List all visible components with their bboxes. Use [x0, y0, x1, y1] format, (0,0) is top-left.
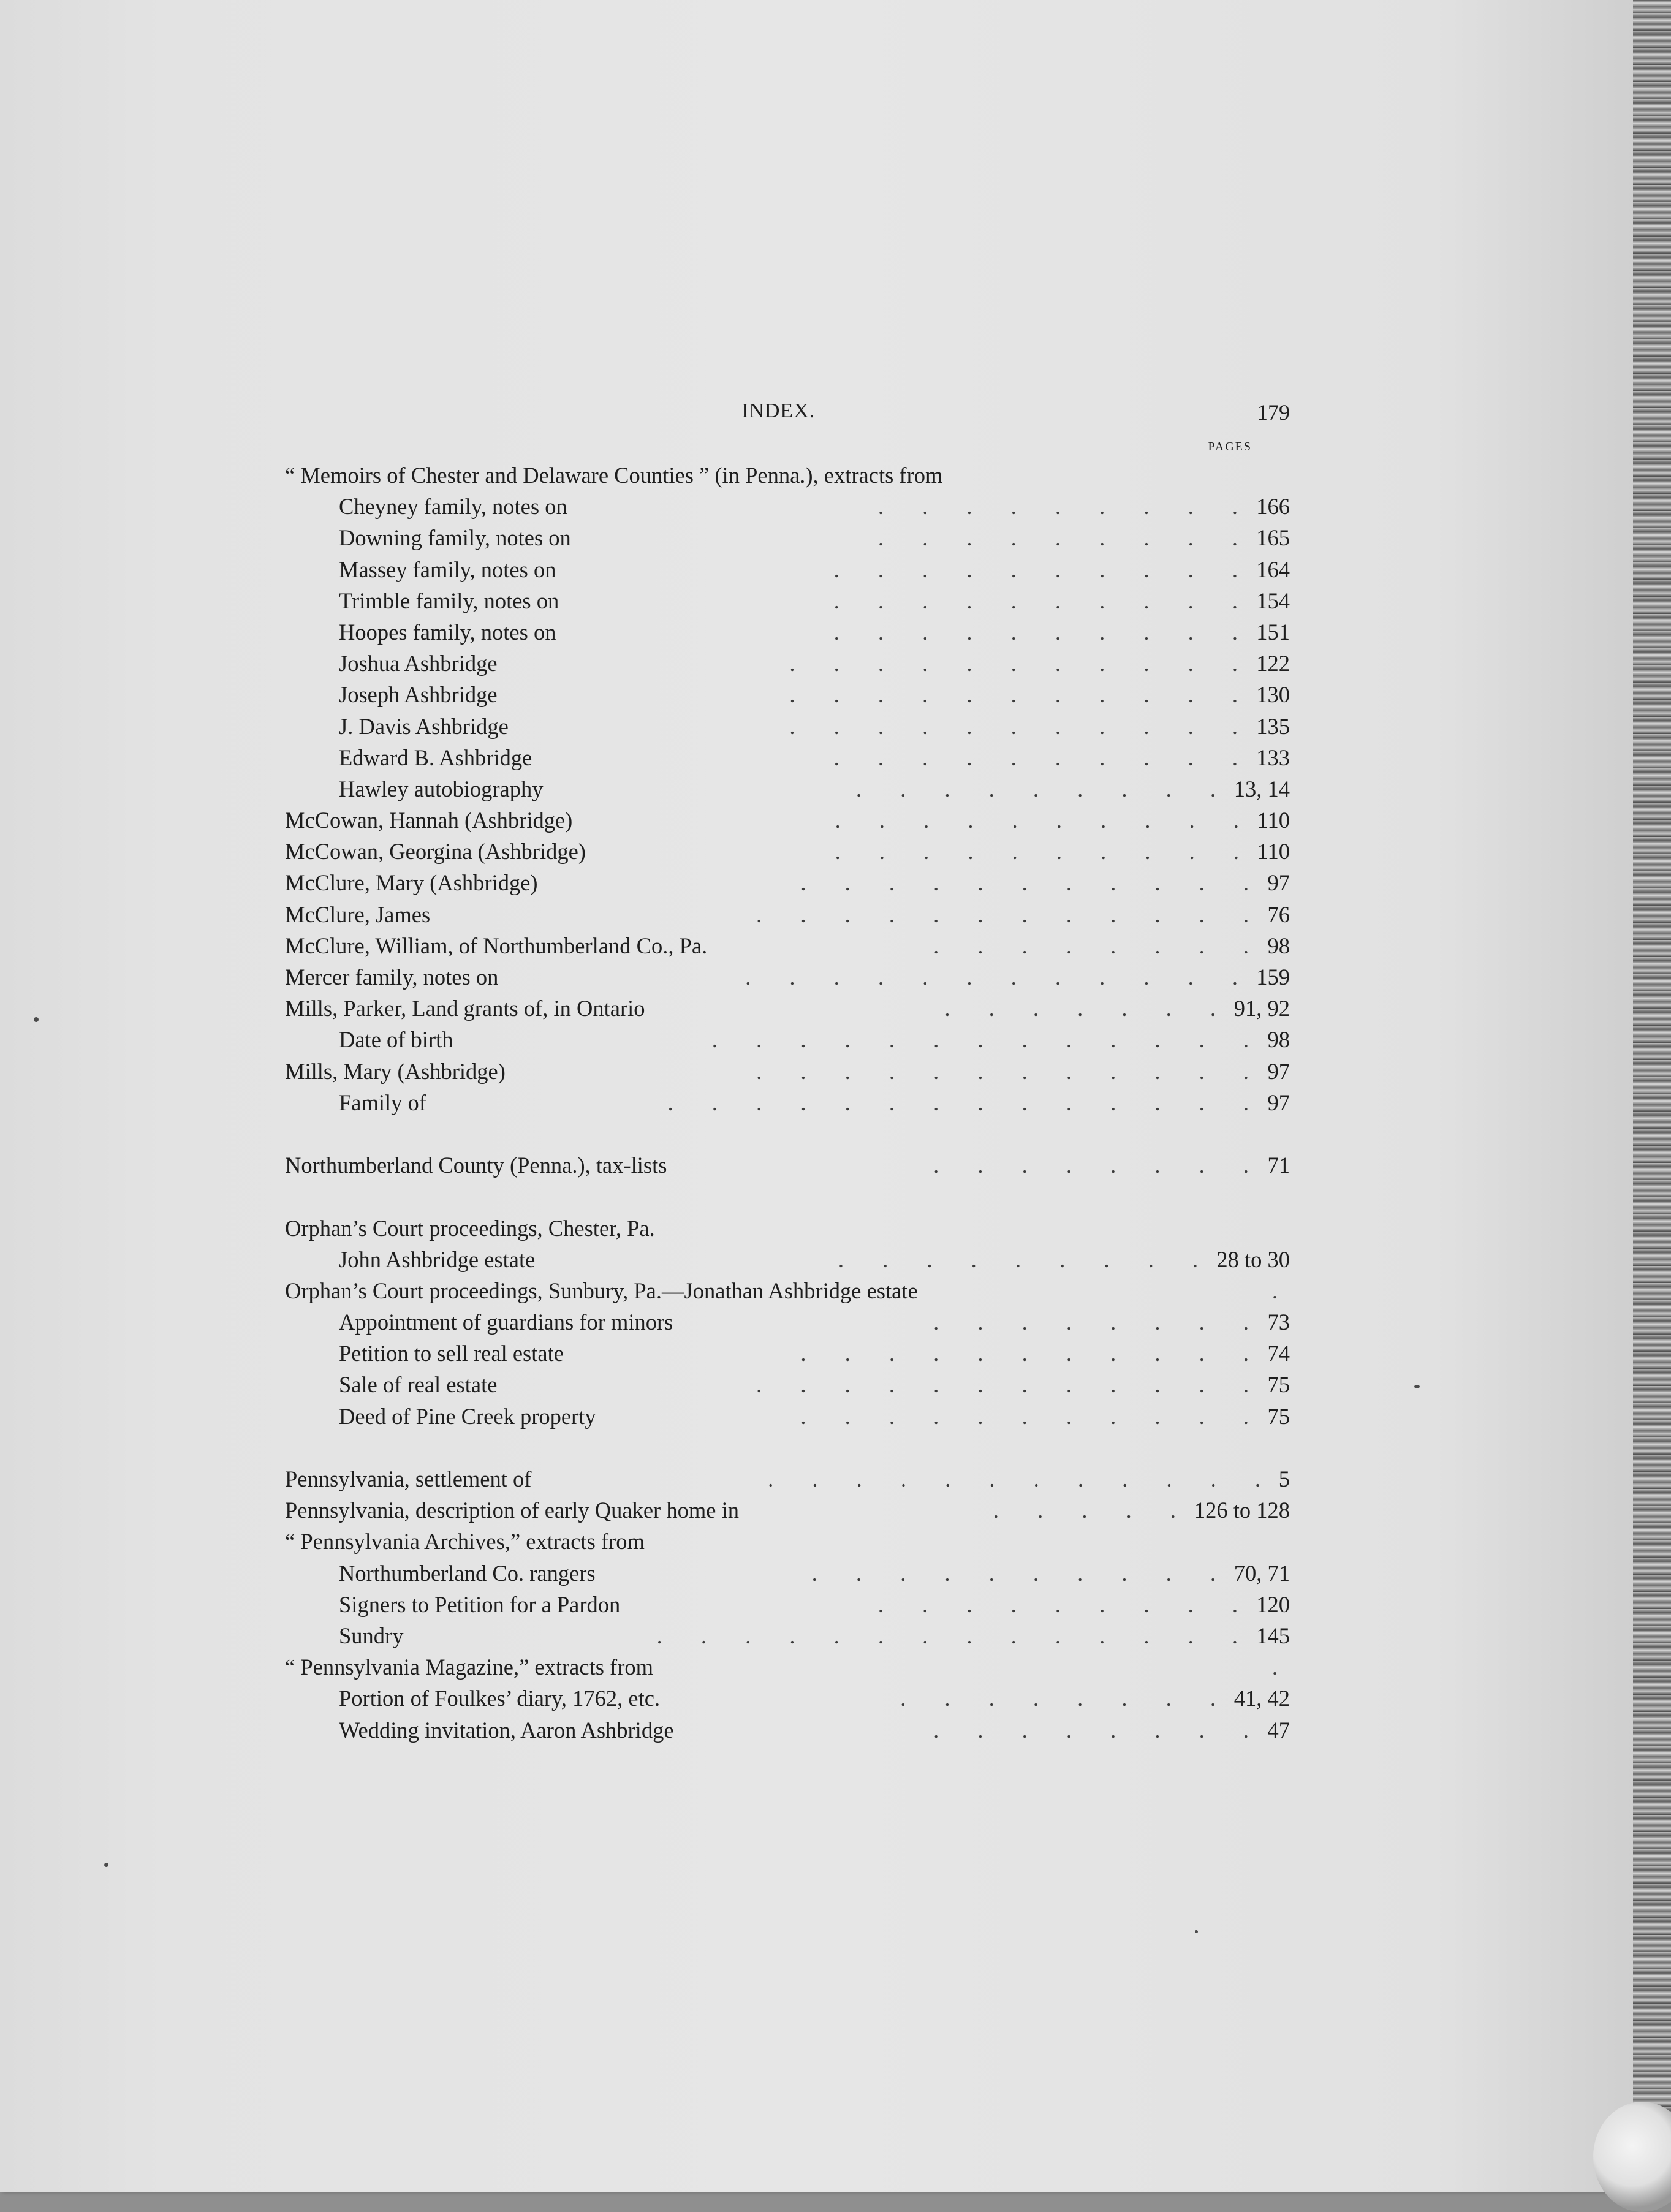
entry-pages: 5	[1278, 1466, 1290, 1491]
entry-text: Mills, Parker, Land grants of, in Ontario	[285, 996, 645, 1021]
ink-speck	[104, 1863, 108, 1867]
dot-leader: . . . . . . . . . . .	[789, 651, 1238, 676]
entry-pages: 154	[1256, 588, 1290, 613]
entry-text: Appointment of guardians for minors	[339, 1309, 673, 1335]
entry-pages: 91, 92	[1233, 996, 1290, 1021]
entry-pages: 126 to 128	[1194, 1498, 1290, 1523]
index-entry	[285, 1526, 1290, 1557]
entry-pages: 76	[1267, 901, 1290, 927]
entry-text: McClure, William, of Northumberland Co., Pa.	[285, 933, 708, 958]
entry-text: “ Pennsylvania Archives,” extracts from	[285, 1529, 645, 1555]
index-subentry	[285, 1558, 1290, 1589]
entry-text: Massey family, notes on	[339, 556, 556, 582]
pages-column-label: PAGES	[1208, 440, 1252, 453]
index-subentry	[285, 1589, 1290, 1620]
dot-leader: . . . . . . . . . . .	[800, 1403, 1249, 1429]
page-number: 179	[1257, 400, 1290, 425]
dot-leader: . . . . . . . . . . . .	[756, 1058, 1249, 1084]
entry-text: Cheyney family, notes on	[339, 494, 567, 520]
entry-pages: 75	[1267, 1372, 1290, 1398]
entry-pages: 74	[1267, 1341, 1290, 1366]
entry-text: McClure, Mary (Ashbridge)	[285, 870, 538, 896]
dot-leader: . . . . . . . . . . . .	[756, 901, 1249, 927]
dot-leader: . . . . . . . . . .	[833, 588, 1238, 613]
dot-leader: . . . . . . . . . .	[833, 619, 1238, 645]
index-entry	[285, 899, 1290, 930]
index-subentry	[285, 1338, 1290, 1369]
index-entry	[285, 1494, 1290, 1526]
entry-text: “ Pennsylvania Magazine,” extracts from	[285, 1654, 654, 1680]
entry-text: Hoopes family, notes on	[339, 619, 556, 645]
entry-pages: 133	[1256, 744, 1290, 770]
dot-leader: . . . . . . . . . . . . . .	[656, 1623, 1238, 1648]
entry-pages: 97	[1267, 870, 1290, 896]
dot-leader: . . . . . . . . . . .	[800, 870, 1249, 896]
dot-leader: . . . . . . . . .	[855, 776, 1216, 801]
dot-leader: . . . . .	[993, 1498, 1176, 1523]
dot-leader: . . . . . . . .	[933, 1717, 1249, 1743]
entry-text: Signers to Petition for a Pardon	[339, 1591, 621, 1617]
dot-leader: . . . . . . . . . .	[811, 1560, 1216, 1586]
index-subentry	[285, 679, 1290, 710]
dot-leader: . . . . . . . . . . .	[800, 1341, 1249, 1366]
entry-text: Portion of Foulkes’ diary, 1762, etc.	[339, 1686, 661, 1711]
index-subentry	[285, 1306, 1290, 1338]
index-entry	[285, 836, 1290, 867]
index-subentry	[285, 742, 1290, 773]
index-title: INDEX.	[741, 400, 816, 422]
dot-leader: . . . . . . .	[944, 996, 1216, 1021]
entry-pages: 47	[1267, 1717, 1290, 1743]
index-entry	[285, 1150, 1290, 1181]
dot-leader: .	[1271, 1278, 1278, 1303]
index-subentry	[285, 616, 1290, 648]
entry-text: Wedding invitation, Aaron Ashbridge	[339, 1717, 674, 1743]
dot-leader: . . . . . . . . . .	[833, 556, 1238, 582]
index-subentry	[285, 1244, 1290, 1275]
index-subentry	[285, 773, 1290, 805]
entry-pages: 97	[1267, 1089, 1290, 1115]
dot-leader: . . . . . . . . . .	[835, 808, 1239, 833]
entry-pages: 41, 42	[1233, 1686, 1290, 1711]
entry-pages: 70, 71	[1233, 1560, 1290, 1586]
entry-text: Deed of Pine Creek property	[339, 1403, 596, 1429]
dot-leader: . . . . . . . . . . . . . .	[667, 1089, 1249, 1115]
dot-leader: . . . . . . . . . . . . .	[711, 1027, 1249, 1053]
index-entry	[285, 1275, 1290, 1306]
running-head	[285, 400, 1290, 430]
entry-pages: 75	[1267, 1403, 1290, 1429]
entry-pages: 110	[1257, 839, 1290, 865]
entry-text: Orphan’s Court proceedings, Chester, Pa.	[285, 1215, 655, 1241]
ink-speck	[1414, 1385, 1420, 1388]
entry-pages: 110	[1257, 808, 1290, 833]
entry-pages: 159	[1256, 964, 1290, 990]
entry-pages: 164	[1256, 556, 1290, 582]
index-subentry	[285, 1683, 1290, 1714]
entry-pages: 13, 14	[1233, 776, 1290, 801]
dot-leader: . . . . . . . .	[933, 933, 1249, 958]
index-subentry	[285, 554, 1290, 585]
index-entry	[285, 1463, 1290, 1494]
entry-text: Northumberland Co. rangers	[339, 1560, 596, 1586]
index-subentry	[285, 1369, 1290, 1400]
blank-line	[285, 1118, 1290, 1150]
dot-leader: . . . . . . . .	[933, 1153, 1249, 1178]
index-subentry	[285, 585, 1290, 616]
entry-pages: 151	[1256, 619, 1290, 645]
index-entry	[285, 1651, 1290, 1683]
entry-text: Joshua Ashbridge	[339, 651, 498, 676]
entry-text: Trimble family, notes on	[339, 588, 559, 613]
page-stack-edge	[1633, 0, 1671, 2192]
index-subentry	[285, 711, 1290, 742]
entry-text: Date of birth	[339, 1027, 453, 1053]
entry-text: Mercer family, notes on	[285, 964, 499, 990]
dot-leader: . . . . . . . . .	[877, 494, 1238, 520]
entry-text: Orphan’s Court proceedings, Sunbury, Pa.—Jonathan Ashbridge estate	[285, 1278, 918, 1303]
index-entry	[285, 867, 1290, 898]
entry-text: McCowan, Georgina (Ashbridge)	[285, 839, 586, 865]
dot-leader: . . . . . . . . .	[877, 1591, 1238, 1617]
index-subentry	[285, 522, 1290, 553]
entry-pages: 166	[1256, 494, 1290, 520]
index-entry	[285, 993, 1290, 1024]
dot-leader: . . . . . . . . . . . .	[745, 964, 1238, 990]
dot-leader: . . . . . . . . . .	[835, 839, 1239, 865]
entry-text: Edward B. Ashbridge	[339, 744, 532, 770]
entry-pages: 73	[1267, 1309, 1290, 1335]
entry-text: Mills, Mary (Ashbridge)	[285, 1058, 506, 1084]
index-entry	[285, 930, 1290, 961]
entry-text: Family of	[339, 1089, 426, 1115]
entry-text: “ Memoirs of Chester and Delaware Counties ” (in Penna.), extracts from	[285, 463, 943, 488]
index-entry	[285, 460, 1290, 491]
entry-pages: 98	[1267, 1027, 1290, 1053]
ink-speck	[34, 1017, 39, 1022]
dot-leader: .	[1271, 1654, 1278, 1680]
dot-leader: . . . . . . . . . . . .	[756, 1372, 1249, 1398]
entry-pages: 120	[1256, 1591, 1290, 1617]
entry-pages: 165	[1256, 525, 1290, 551]
entry-pages: 71	[1267, 1153, 1290, 1178]
entry-text: J. Davis Ashbridge	[339, 713, 509, 739]
entry-text: McClure, James	[285, 901, 431, 927]
index-subentry	[285, 1024, 1290, 1055]
entry-pages: 122	[1256, 651, 1290, 676]
entry-text: Petition to sell real estate	[339, 1341, 564, 1366]
entry-text: John Ashbridge estate	[339, 1246, 536, 1272]
index-subentry	[285, 1087, 1290, 1118]
entry-text: Sundry	[339, 1623, 404, 1648]
index-entry	[285, 1056, 1290, 1087]
entry-text: Sale of real estate	[339, 1372, 498, 1398]
index-subentry	[285, 491, 1290, 522]
entry-pages: 97	[1267, 1058, 1290, 1084]
index-entry	[285, 1213, 1290, 1244]
dot-leader: . . . . . . . . . .	[833, 744, 1238, 770]
entry-text: Joseph Ashbridge	[339, 682, 498, 708]
index-subentry	[285, 1714, 1290, 1746]
entry-pages: 98	[1267, 933, 1290, 958]
blank-line	[285, 1181, 1290, 1212]
entry-pages: 145	[1256, 1623, 1290, 1648]
entry-pages: 135	[1256, 713, 1290, 739]
entry-text: Pennsylvania, description of early Quaker home in	[285, 1498, 739, 1523]
dot-leader: . . . . . . . . . . .	[789, 713, 1238, 739]
entry-text: Northumberland County (Penna.), tax-lists	[285, 1153, 667, 1178]
dot-leader: . . . . . . . . . . . .	[768, 1466, 1260, 1491]
dot-leader: . . . . . . . . .	[877, 525, 1238, 551]
index-entry	[285, 961, 1290, 993]
dot-leader: . . . . . . . . .	[838, 1246, 1198, 1272]
index-page	[285, 0, 1290, 2192]
entry-text: Downing family, notes on	[339, 525, 571, 551]
blank-line	[285, 1432, 1290, 1463]
dot-leader: . . . . . . . .	[933, 1309, 1249, 1335]
entry-pages: 130	[1256, 682, 1290, 708]
entry-text: Pennsylvania, settlement of	[285, 1466, 532, 1491]
index-subentry	[285, 1401, 1290, 1432]
index-entry	[285, 805, 1290, 836]
entry-pages: 28 to 30	[1216, 1246, 1290, 1272]
dot-leader: . . . . . . . . . . .	[789, 682, 1238, 708]
entry-text: McCowan, Hannah (Ashbridge)	[285, 808, 573, 833]
index-subentry	[285, 648, 1290, 679]
dot-leader: . . . . . . . .	[900, 1686, 1216, 1711]
entry-text: Hawley autobiography	[339, 776, 544, 801]
index-entries	[285, 460, 1290, 1746]
index-subentry	[285, 1620, 1290, 1651]
